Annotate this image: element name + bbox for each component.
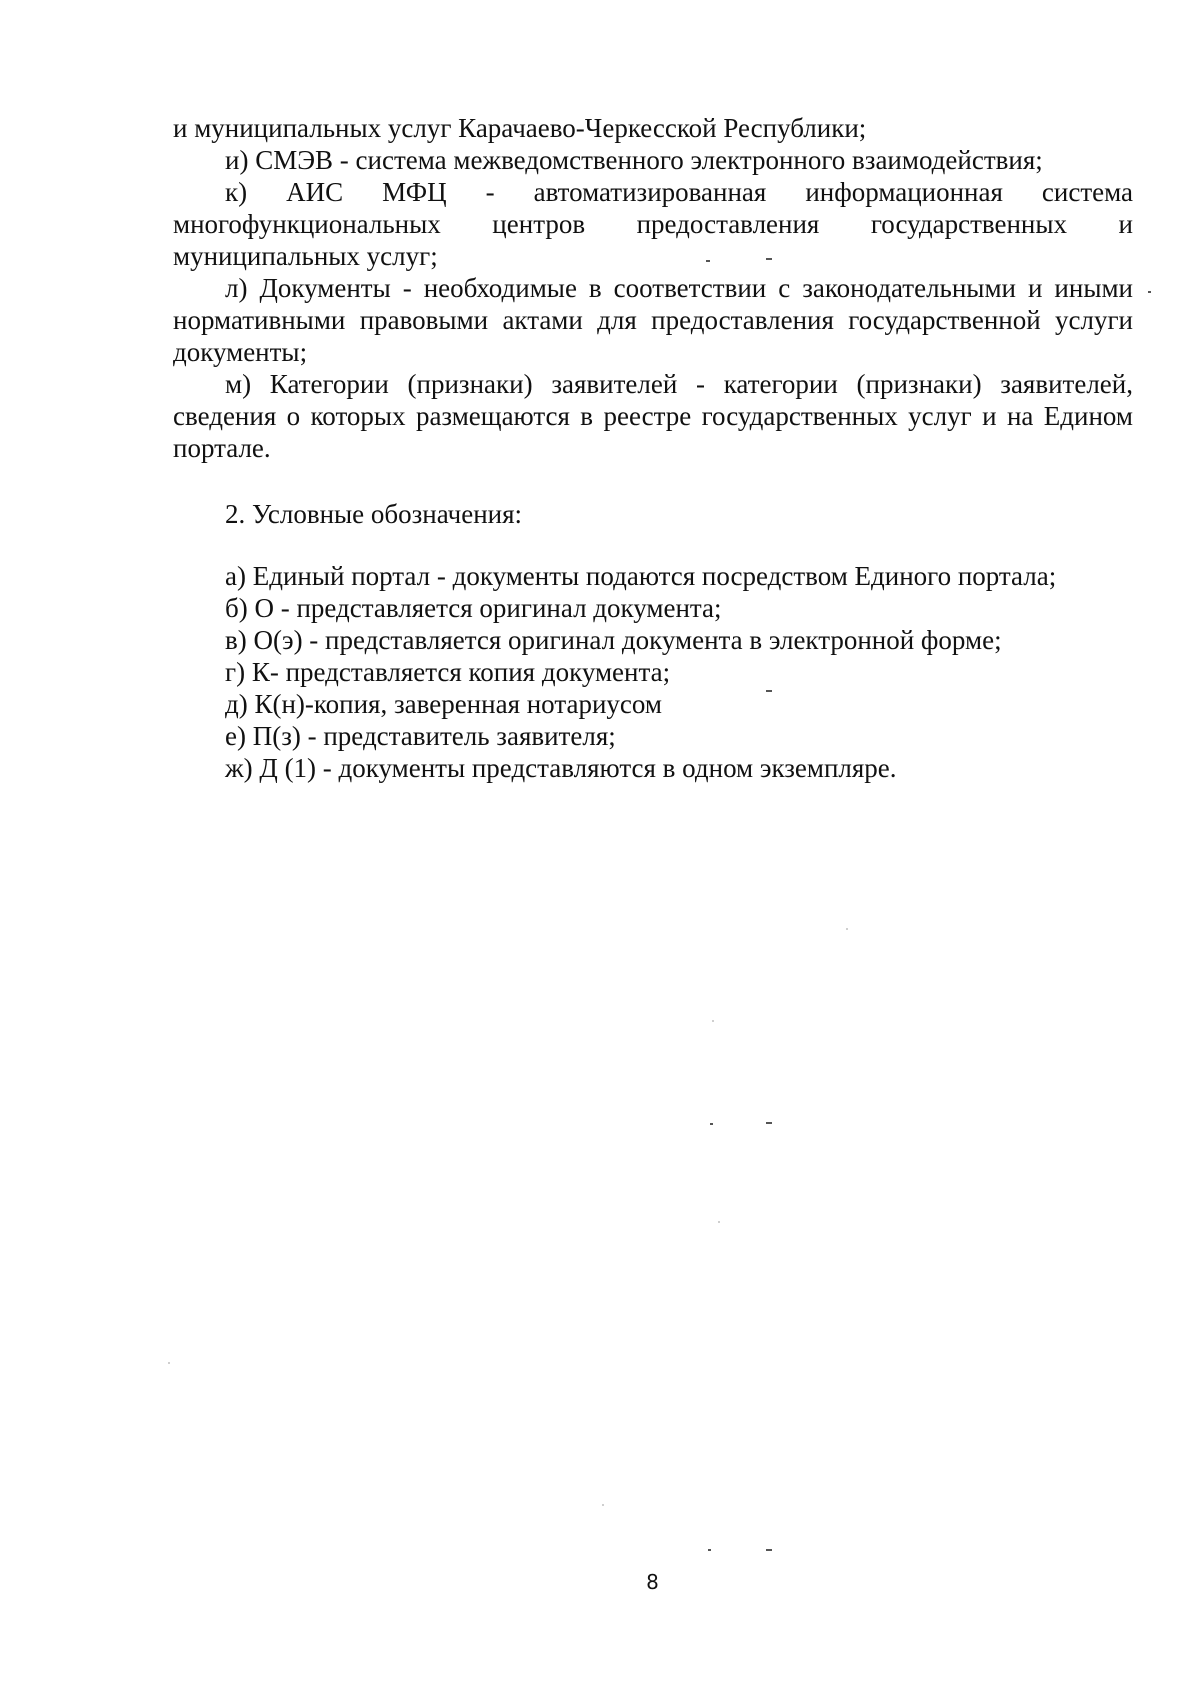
- legend-item: ж) Д (1) - документы представляются в одном экземпляре.: [225, 753, 897, 783]
- page-number: 8: [646, 1570, 659, 1594]
- paragraph-smev-definition: и) СМЭВ - система межведомственного электронного взаимодействия;: [225, 145, 1043, 175]
- paragraph-ais-mfc-definition: к) АИС МФЦ - автоматизированная информационная система многофункциональных центров предоставления государственных и муниципальных услуг;: [173, 177, 1133, 271]
- legend-item: г) К- представляется копия документа;: [225, 657, 671, 687]
- paragraph-documents-definition: л) Документы - необходимые в соответствии с законодательными и иными нормативными правовыми актами для предоставления государственной услуги документы;: [173, 273, 1133, 367]
- section-heading: 2. Условные обозначения:: [225, 499, 523, 529]
- legend-item: е) П(з) - представитель заявителя;: [225, 721, 616, 751]
- document-body: [173, 112, 1133, 784]
- legend-item: б) О - представляется оригинал документа;: [225, 593, 722, 623]
- legend-item: а) Единый портал - документы подаются посредством Единого портала;: [225, 561, 1057, 591]
- legend-list: [173, 560, 1133, 784]
- paragraph-continuation: и муниципальных услуг Карачаево-Черкесской Республики;: [173, 113, 867, 143]
- legend-item: д) К(н)-копия, заверенная нотариусом: [225, 689, 662, 719]
- paragraph-applicant-categories-definition: м) Категории (признаки) заявителей - категории (признаки) заявителей, сведения о которых размещаются в реестре государственных услуг и на Едином портале.: [173, 369, 1133, 463]
- legend-item: в) О(э) - представляется оригинал документа в электронной форме;: [225, 625, 1002, 655]
